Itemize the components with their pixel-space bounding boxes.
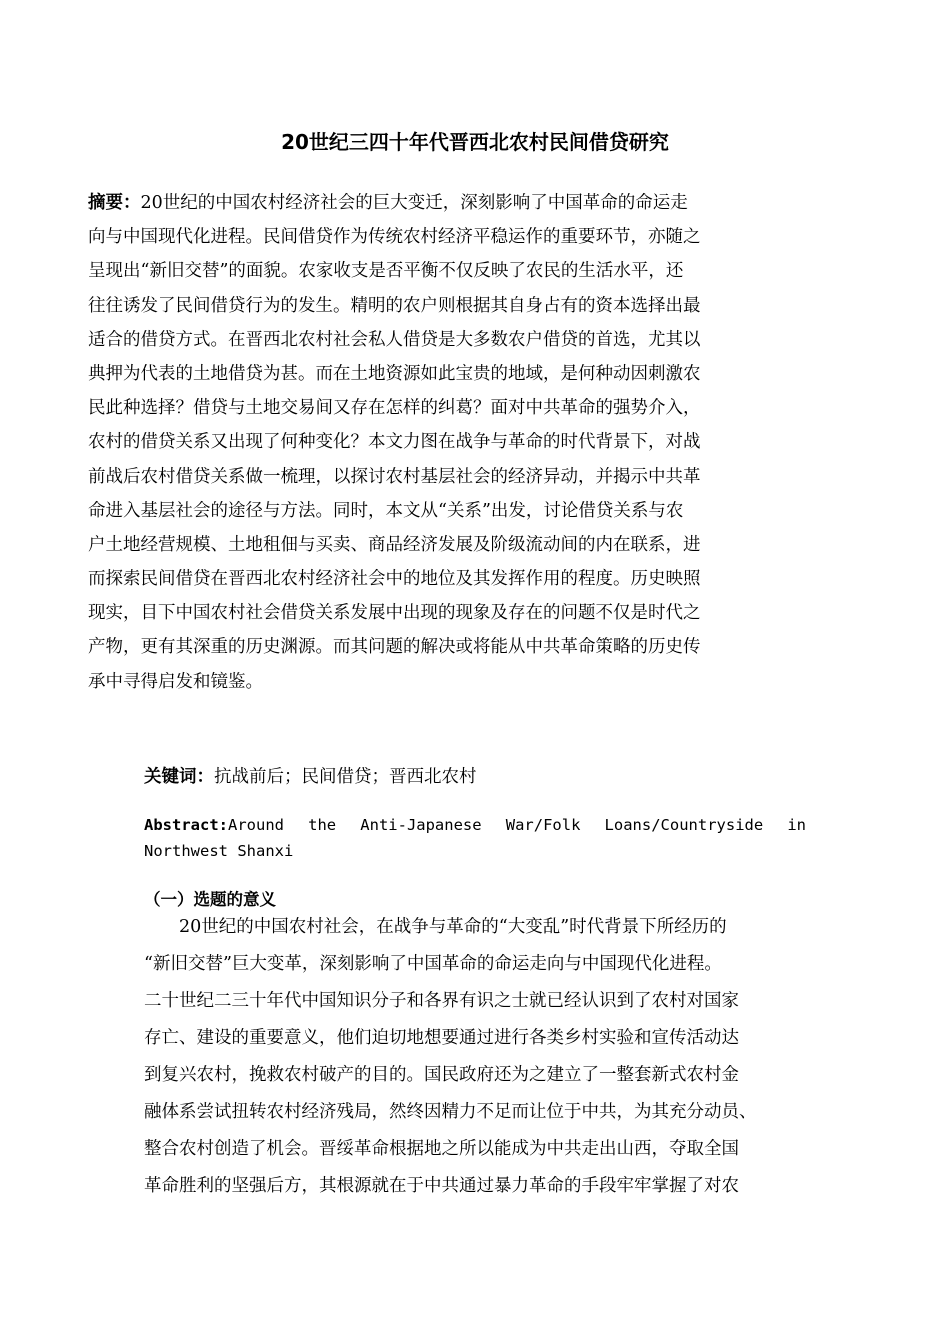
abstract-zh-line: 呈现出“新旧交替”的面貌。农家收支是否平衡不仅反映了农民的生活水平，还 (88, 261, 684, 282)
section-body (144, 909, 814, 1205)
abstract-en-word: Loans/Countryside (604, 816, 764, 834)
abstract-zh-line: 适合的借贷方式。在晋西北农村社会私人借贷是大多数农户借贷的首选，尤其以 (88, 329, 701, 350)
abstract-zh-line: 而探索民间借贷在晋西北农村经济社会中的地位及其发挥作用的程度。历史映照 (88, 569, 701, 590)
section-line: “新旧交替”巨大变革，深刻影响了中国革命的命运走向与中国现代化进程。 (144, 954, 722, 974)
section-line: 融体系尝试扭转农村经济残局，然终因精力不足而让位于中共，为其充分动员、 (144, 1102, 757, 1122)
abstract-zh-line: 典押为代表的土地借贷为甚。而在土地资源如此宝贵的地域，是何种动因刺激农 (88, 363, 701, 384)
keywords-text: 抗战前后；民间借贷；晋西北农村 (214, 767, 477, 787)
keywords (144, 760, 477, 794)
abstract-zh-line: 农村的借贷关系又出现了何种变化？本文力图在战争与革命的时代背景下，对战 (88, 432, 701, 453)
keywords-label: 关键词： (144, 767, 214, 787)
section-line: 革命胜利的坚强后方，其根源就在于中共通过暴力革命的手段牢牢掌握了对农 (144, 1176, 739, 1196)
abstract-zh-line: 向与中国现代化进程。民间借贷作为传统农村经济平稳运作的重要环节，亦随之 (88, 227, 701, 248)
abstract-en-label: Abstract: (144, 816, 228, 834)
abstract-zh-line: 民此种选择？借贷与土地交易间又存在怎样的纠葛？面对中共革命的强势介入， (88, 398, 701, 419)
abstract-zh-text: 20世纪的中国农村经济社会的巨大变迁，深刻影响了中国革命的命运走 (140, 193, 688, 213)
section-line: 二十世纪二三十年代中国知识分子和各界有识之士就已经认识到了农村对国家 (144, 991, 739, 1011)
abstract-zh-line: 产物，更有其深重的历史渊源。而其问题的解决或将能从中共革命策略的历史传 (88, 637, 701, 658)
abstract-zh-line (88, 186, 768, 220)
document-title: 20世纪三四十年代晋西北农村民间借贷研究 (281, 130, 669, 154)
abstract-zh-line: 往往诱发了民间借贷行为的发生。精明的农户则根据其自身占有的资本选择出最 (88, 295, 701, 316)
abstract-en-word-text: Around (228, 816, 284, 834)
abstract-en-word (144, 812, 284, 838)
section-line: 整合农村创造了机会。晋绥革命根据地之所以能成为中共走出山西，夺取全国 (144, 1139, 739, 1159)
section-line: 存亡、建设的重要意义，他们迫切地想要通过进行各类乡村实验和宣传活动达 (144, 1028, 739, 1048)
section-heading: （一）选题的意义 (144, 890, 276, 909)
abstract-en-word: Anti-Japanese (360, 816, 482, 834)
section-line: 到复兴农村，挽救农村破产的目的。国民政府还为之建立了一整套新式农村金 (144, 1065, 739, 1085)
abstract-zh-line: 承中寻得启发和镜鉴。 (88, 671, 263, 692)
abstract-en-word: the (308, 816, 337, 834)
abstract-en-line: Northwest Shanxi (144, 842, 294, 860)
abstract-en (144, 812, 806, 864)
abstract-zh-line: 命进入基层社会的途径与方法。同时，本文从“关系”出发，讨论借贷关系与农 (88, 500, 684, 521)
abstract-en-word: War/Folk (505, 816, 581, 834)
abstract-zh-line: 户土地经营规模、土地租佃与买卖、商品经济发展及阶级流动间的内在联系，进 (88, 534, 701, 555)
section-line: 20世纪的中国农村社会，在战争与革命的“大变乱”时代背景下所经历的 (144, 917, 727, 937)
abstract-zh-label: 摘要： (88, 193, 141, 213)
abstract-zh-line: 前战后农村借贷关系做一梳理，以探讨农村基层社会的经济异动，并揭示中共革 (88, 466, 701, 487)
abstract-zh-line: 现实，目下中国农村社会借贷关系发展中出现的现象及存在的问题不仅是时代之 (88, 603, 701, 624)
abstract-en-line (144, 812, 806, 838)
abstract-zh (88, 186, 768, 699)
abstract-en-word: in (787, 816, 806, 834)
